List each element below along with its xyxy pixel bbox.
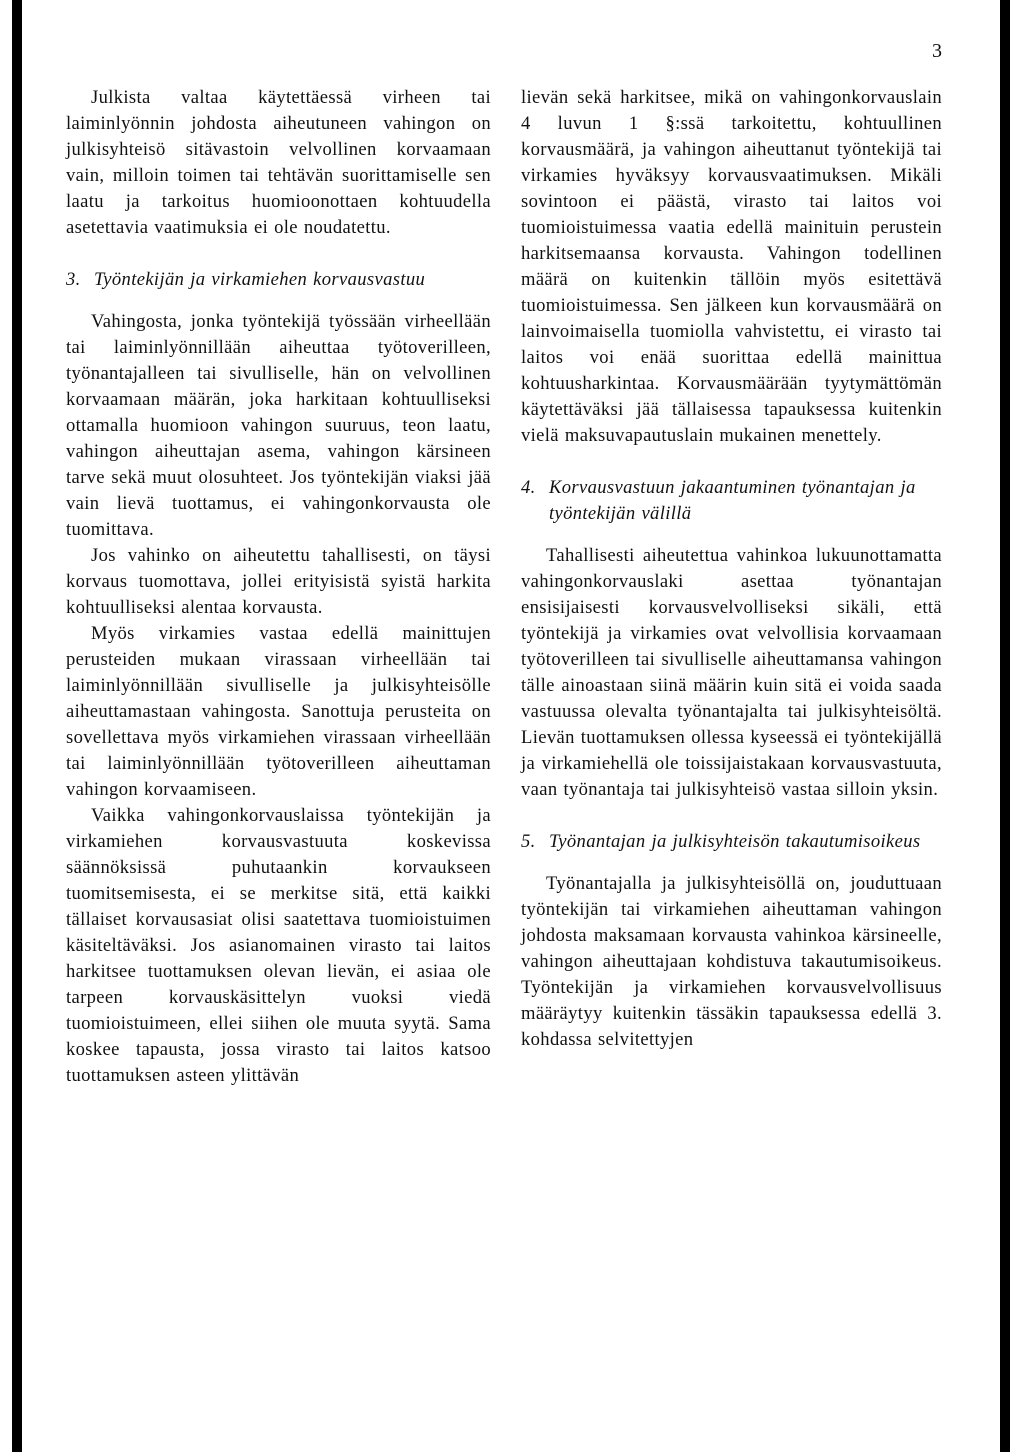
section-4-number: 4. — [521, 477, 536, 498]
section-5-heading — [521, 829, 942, 855]
section-5-title: Työnantajan ja julkisyhteisön takautumisoikeus — [549, 831, 921, 852]
section-5-number: 5. — [521, 831, 536, 852]
page-number: 3 — [932, 40, 943, 62]
left-column — [66, 85, 491, 1089]
scan-edge-left — [12, 0, 22, 1452]
section-3-title: Työntekijän ja virkamiehen korvausvastuu — [94, 269, 426, 290]
paragraph-court-handling: Vaikka vahingonkorvauslaissa työntekijän ja virkamiehen korvausvastuuta koskevissa säännöksissä puhutaankin korvaukseen tuomitsemisesta, ei se merkitse sitä, että kaikki tällaiset korvausasiat olisi saatettava tuomioistuimen käsiteltäväksi. Jos asianomainen virasto tai laitos harkitsee tuottamuksen olevan lievän, ei asiaa ole tarpeen korvauskäsittelyn vuoksi viedä tuomioistuimeen, ellei siihen ole muuta syytä. Sama koskee tapausta, jossa virasto tai laitos katsoo tuottamuksen asteen ylittävän — [66, 805, 491, 1086]
section-3-heading — [66, 267, 491, 293]
scan-edge-right — [1000, 0, 1010, 1452]
paragraph-official-liability: Myös virkamies vastaa edellä mainittujen perusteiden mukaan virassaan virheellään tai laiminlyönnillään sivulliselle ja julkisyhteisölle aiheuttamastaan vahingosta. Sanottuja perusteita on sovellettava myös virkamiehen virassaan virheellään tai laiminlyönnillään työtoverilleen aiheuttaman vahingon korvaamiseen. — [66, 623, 491, 800]
section-4-heading — [521, 475, 942, 527]
paragraph-continuation: lievän sekä harkitsee, mikä on vahingonkorvauslain 4 luvun 1 §:ssä tarkoitettu, kohtuullinen korvausmäärä, ja vahingon aiheuttanut työntekijä tai virkamies hyväksyy korvausvaatimuksen. Mikäli sovintoon ei päästä, virasto tai laitos voi tuomioistuimessa vaatia edellä mainituin perustein harkitsemaansa korvausta. Vahingon todellinen määrä on kuitenkin tällöin myös esitettävä tuomioistuimessa. Sen jälkeen kun korvausmäärä on lainvoimaisella tuomiolla vahvistettu, ei virasto tai laitos voi enää suorittaa edellä mainittua kohtuusharkintaa. Korvausmäärään tyytymättömän käytettäväksi jää tällaisessa tapauksessa kuitenkin vielä maksuvapautuslain mukainen menettely. — [521, 87, 942, 446]
section-4-title: Korvausvastuun jakaantuminen työnantajan ja työntekijän välillä — [549, 477, 916, 524]
paragraph-public-authority: Julkista valtaa käytettäessä virheen tai laiminlyönnin johdosta aiheutuneen vahingon on julkisyhteisö sitävastoin velvollinen korvaamaan vain, milloin toimen tai tehtävän suorittamiselle sen laatu ja tarkoitus huomioonottaen kohtuudella asetettavia vaatimuksia ei ole noudatettu. — [66, 87, 491, 238]
paragraph-recourse-right: Työnantajalla ja julkisyhteisöllä on, jouduttuaan työntekijän tai virkamiehen aiheuttaman vahingon johdosta maksamaan korvausta vahinkoa kärsineelle, vahingon aiheuttajaan kohdistuva takautumisoikeus. Työntekijän ja virkamiehen korvausvelvollisuus määräytyy kuitenkin tässäkin tapauksessa edellä 3. kohdassa selvitettyjen — [521, 873, 942, 1050]
section-3-number: 3. — [66, 269, 81, 290]
paragraph-liability-division: Tahallisesti aiheutettua vahinkoa lukuunottamatta vahingonkorvauslaki asettaa työnantajan ensisijaisesti korvausvelvolliseksi sikäli, että työntekijä ja virkamies ovat velvollisia korvaamaan työtoverilleen tai sivulliselle aiheuttamansa vahingon tälle ainoastaan siinä määrin kuin sitä ei voida saada vastuussa olevalta työnantajalta tai julkisyhteisöltä. Lievän tuottamuksen ollessa kyseessä ei työntekijällä ja virkamiehellä ole toissijaistakaan korvausvastuuta, vaan työnantaja tai julkisyhteisö vastaa silloin yksin. — [521, 545, 942, 800]
paragraph-employee-liability: Vahingosta, jonka työntekijä työssään virheellään tai laiminlyönnillään aiheuttaa työtoverilleen, työnantajalleen tai sivulliselle, hän on velvollinen korvaamaan määrän, joka harkitaan kohtuulliseksi ottamalla huomioon vahingon suuruus, teon laatu, vahingon aiheuttajan asema, vahingon kärsineen tarve sekä muut olosuhteet. Jos työntekijän viaksi jää vain lievä tuottamus, ei vahingonkorvausta ole tuomittava. — [66, 311, 491, 540]
right-column — [521, 85, 942, 1053]
paragraph-intentional-damage: Jos vahinko on aiheutettu tahallisesti, on täysi korvaus tuomottava, jollei erityisistä syistä harkita kohtuulliseksi alentaa korvausta. — [66, 545, 491, 618]
